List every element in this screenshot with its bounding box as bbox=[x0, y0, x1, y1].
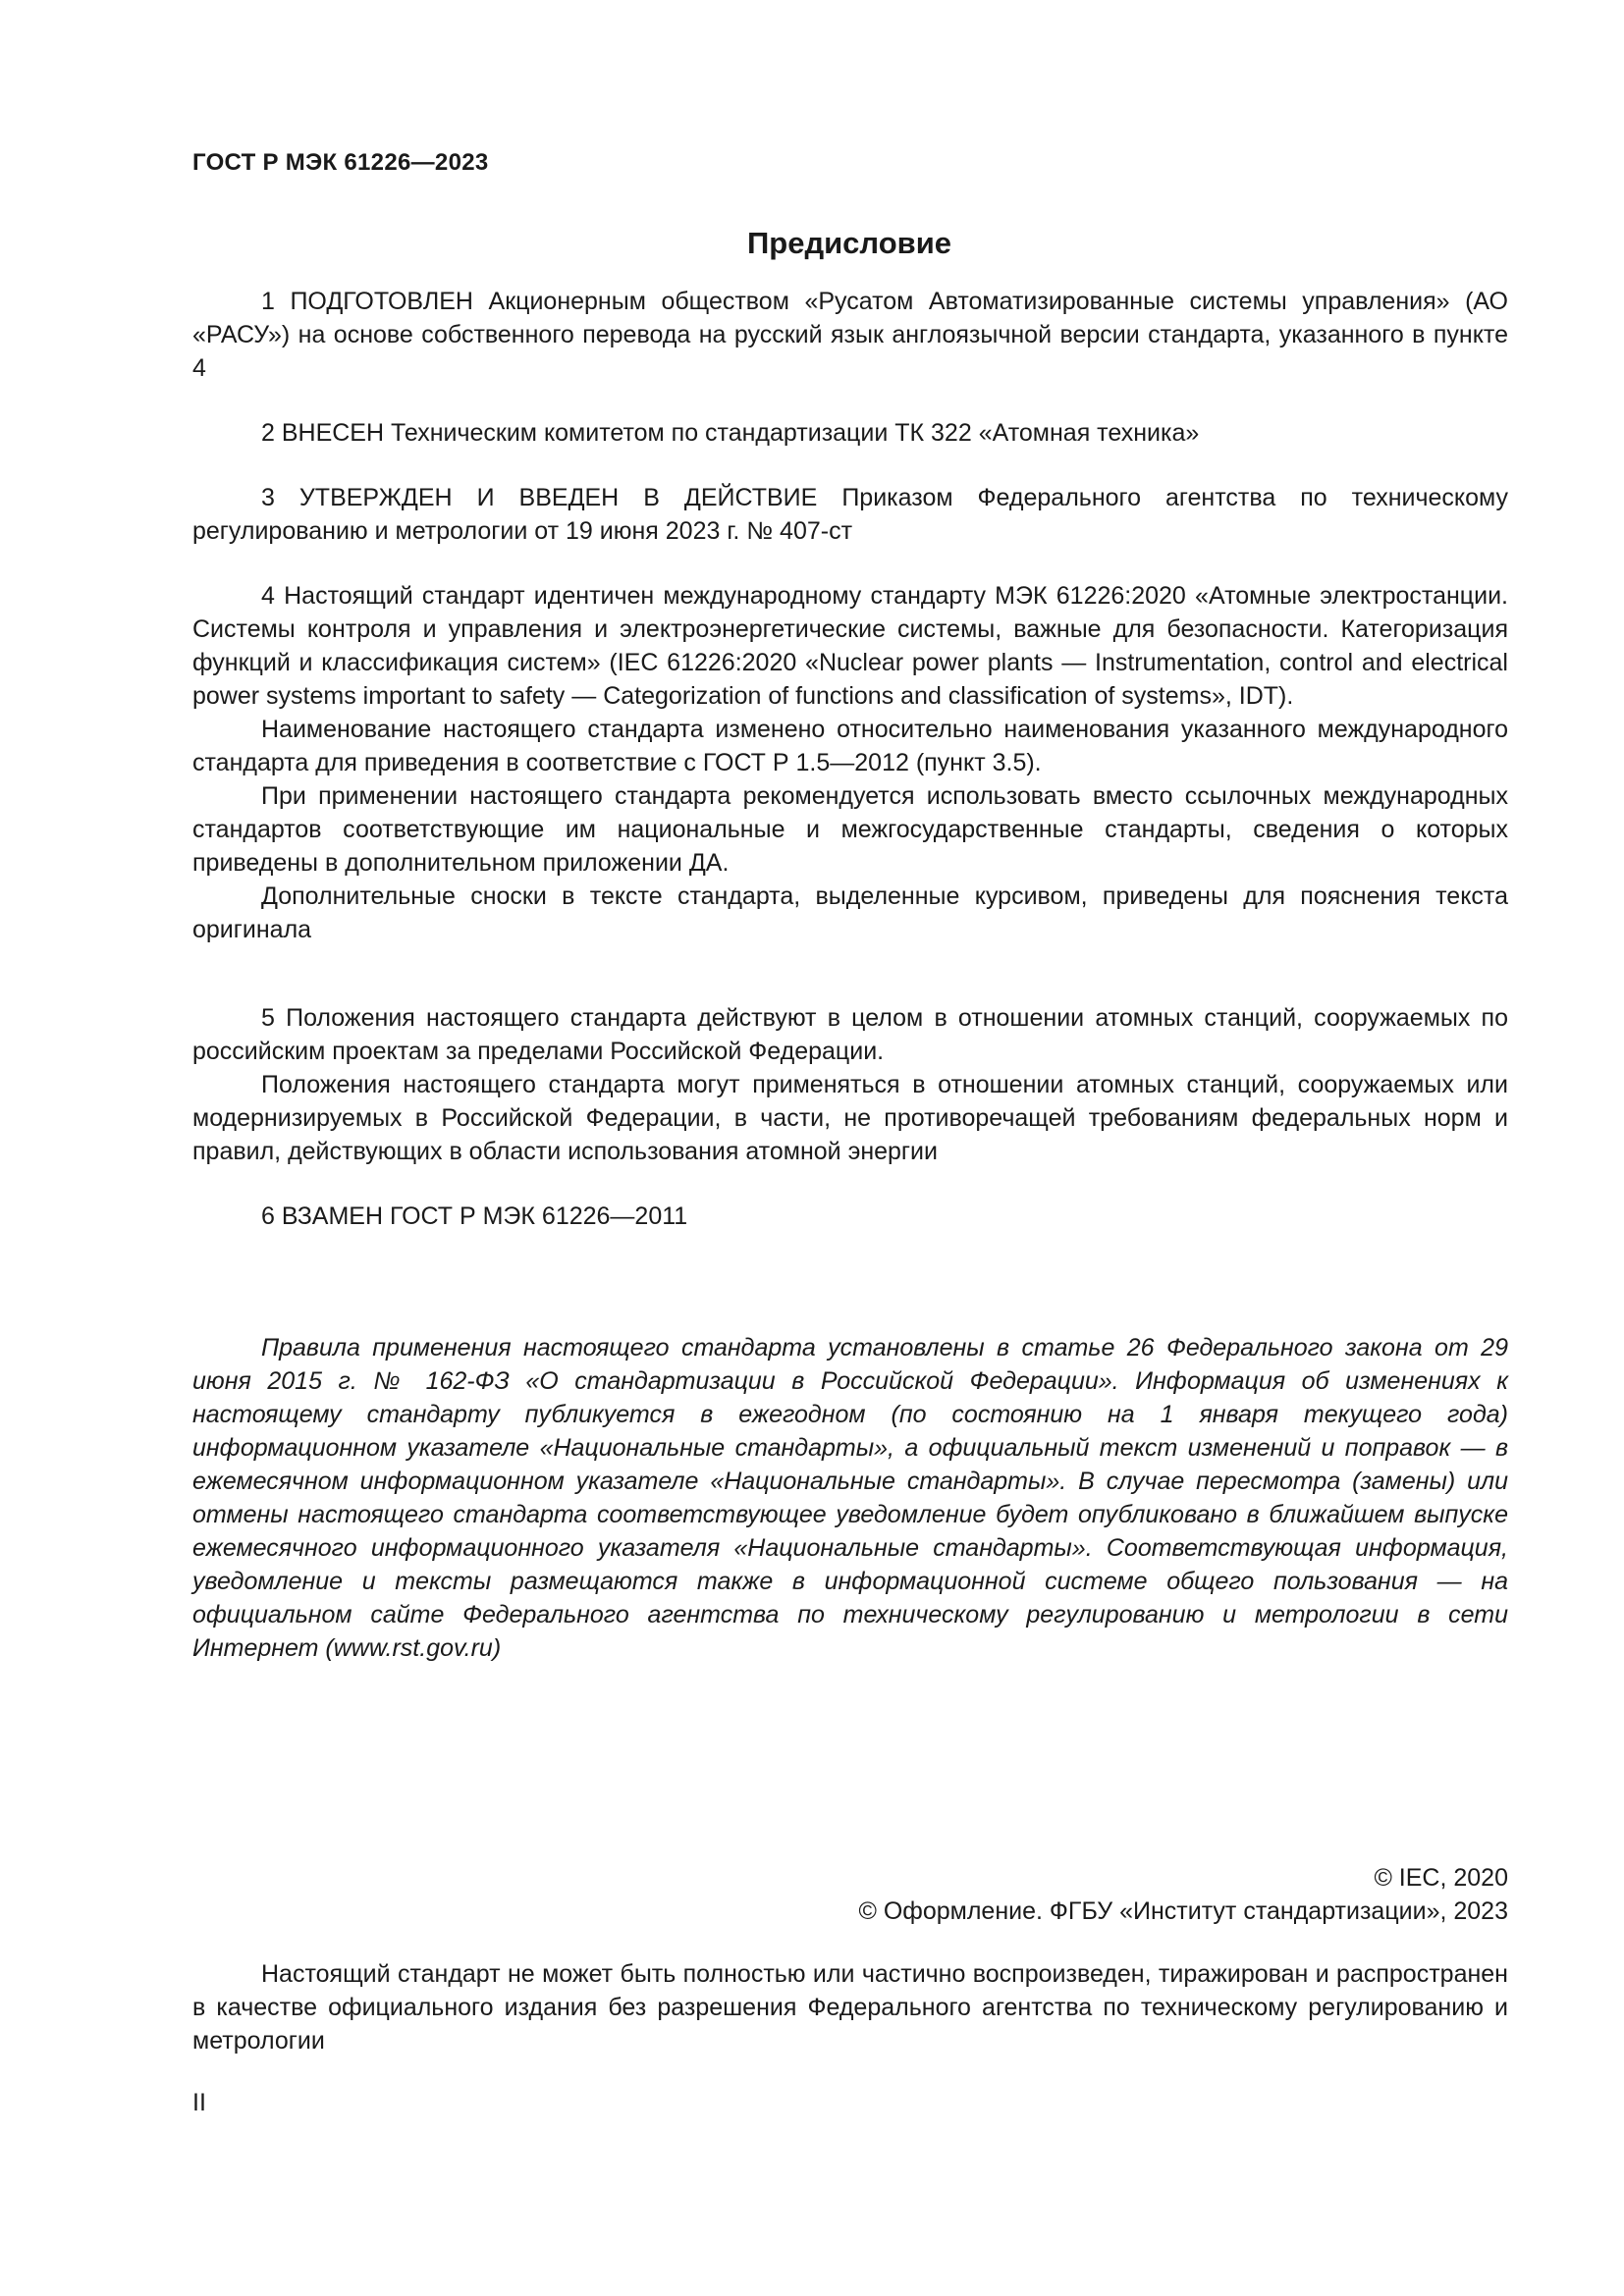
section-5-paragraph: Положения настоящего стандарта могут применяться в отношении атомных станций, сооружаемых или модернизируемых в Российской Федерации, в части, не противоречащей требованиям федеральных норм и правил, действующих в области использования атомной энергии bbox=[192, 1071, 1508, 1165]
section-2-text: 2 ВНЕСЕН Техническим комитетом по стандартизации ТК 322 «Атомная техника» bbox=[261, 419, 1200, 447]
rules-notice-text: Правила применения настоящего стандарта установлены в статье 26 Федерального закона от 29 июня 2015 г. № 162-ФЗ «О стандартизации в Российской Федерации». Информация об изменениях к настоящему стандарту публикуется в ежегодном (по состоянию на 1 января текущего года) информационном указателе «Национальные стандарты», а официальный текст изменений и поправок — в ежемесячном информационном указателе «Национальные стандарты». В случае пересмотра (замены) или отмены настоящего стандарта соответствующее уведомление будет опубликовано в ближайшем выпуске ежемесячного информационного указателя «Национальные стандарты». Соответствующая информация, уведомление и тексты размещаются также в информационной системе общего пользования — на официальном сайте Федерального агентства по техническому регулированию и метрологии в сети Интернет (www.rst.gov.ru) bbox=[192, 1334, 1508, 1662]
page-number: II bbox=[192, 2089, 206, 2116]
section-4-paragraph: 4 Настоящий стандарт идентичен международному стандарту МЭК 61226:2020 «Атомные электростанции. Системы контроля и управления и электроэнергетические системы, важные для безопасности. Категоризация функций и классификация систем» (IEC 61226:2020 «Nuclear power plants — Instrumentation, control and electrical power systems important to safety — Categorization of functions and classification of systems», IDT). bbox=[192, 582, 1508, 710]
section-6-text: 6 ВЗАМЕН ГОСТ Р МЭК 61226—2011 bbox=[261, 1202, 688, 1230]
section-1 bbox=[192, 285, 1508, 385]
section-3-text: 3 УТВЕРЖДЕН И ВВЕДЕН В ДЕЙСТВИЕ Приказом Федерального агентства по техническому регулированию и метрологии от 19 июня 2023 г. № 407-ст bbox=[192, 484, 1508, 545]
copyright-block bbox=[858, 1861, 1508, 1928]
section-5-paragraph: 5 Положения настоящего стандарта действуют в целом в отношении атомных станций, сооружаемых по российским проектам за пределами Российской Федерации. bbox=[192, 1004, 1508, 1065]
section-4-paragraph: Наименование настоящего стандарта изменено относительно наименования указанного международного стандарта для приведения в соответствие с ГОСТ Р 1.5—2012 (пункт 3.5). bbox=[192, 716, 1508, 776]
reproduction-notice-text: Настоящий стандарт не может быть полностью или частично воспроизведен, тиражирован и распространен в качестве официального издания без разрешения Федерального агентства по техническому регулированию и метрологии bbox=[192, 1960, 1508, 2055]
section-4 bbox=[192, 579, 1508, 946]
standard-code-header: ГОСТ Р МЭК 61226—2023 bbox=[192, 149, 489, 176]
section-6 bbox=[192, 1200, 1508, 1233]
section-1-text: 1 ПОДГОТОВЛЕН Акционерным обществом «Русатом Автоматизированные системы управления» (АО «РАСУ») на основе собственного перевода на русский язык англоязычной версии стандарта, указанного в пункте 4 bbox=[192, 288, 1508, 382]
reproduction-notice bbox=[192, 1957, 1508, 2057]
section-3 bbox=[192, 481, 1508, 548]
page-title: Предисловие bbox=[746, 226, 951, 260]
section-5 bbox=[192, 1001, 1508, 1168]
section-2 bbox=[192, 416, 1508, 450]
rules-notice bbox=[192, 1331, 1508, 1665]
section-4-paragraph: Дополнительные сноски в тексте стандарта, выделенные курсивом, приведены для пояснения текста оригинала bbox=[192, 882, 1508, 943]
copyright-design: © Оформление. ФГБУ «Институт стандартизации», 2023 bbox=[858, 1897, 1508, 1925]
section-4-paragraph: При применении настоящего стандарта рекомендуется использовать вместо ссылочных международных стандартов соответствующие им национальные и межгосударственные стандарты, сведения о которых приведены в дополнительном приложении ДА. bbox=[192, 782, 1508, 877]
copyright-iec: © IEC, 2020 bbox=[1374, 1864, 1508, 1892]
